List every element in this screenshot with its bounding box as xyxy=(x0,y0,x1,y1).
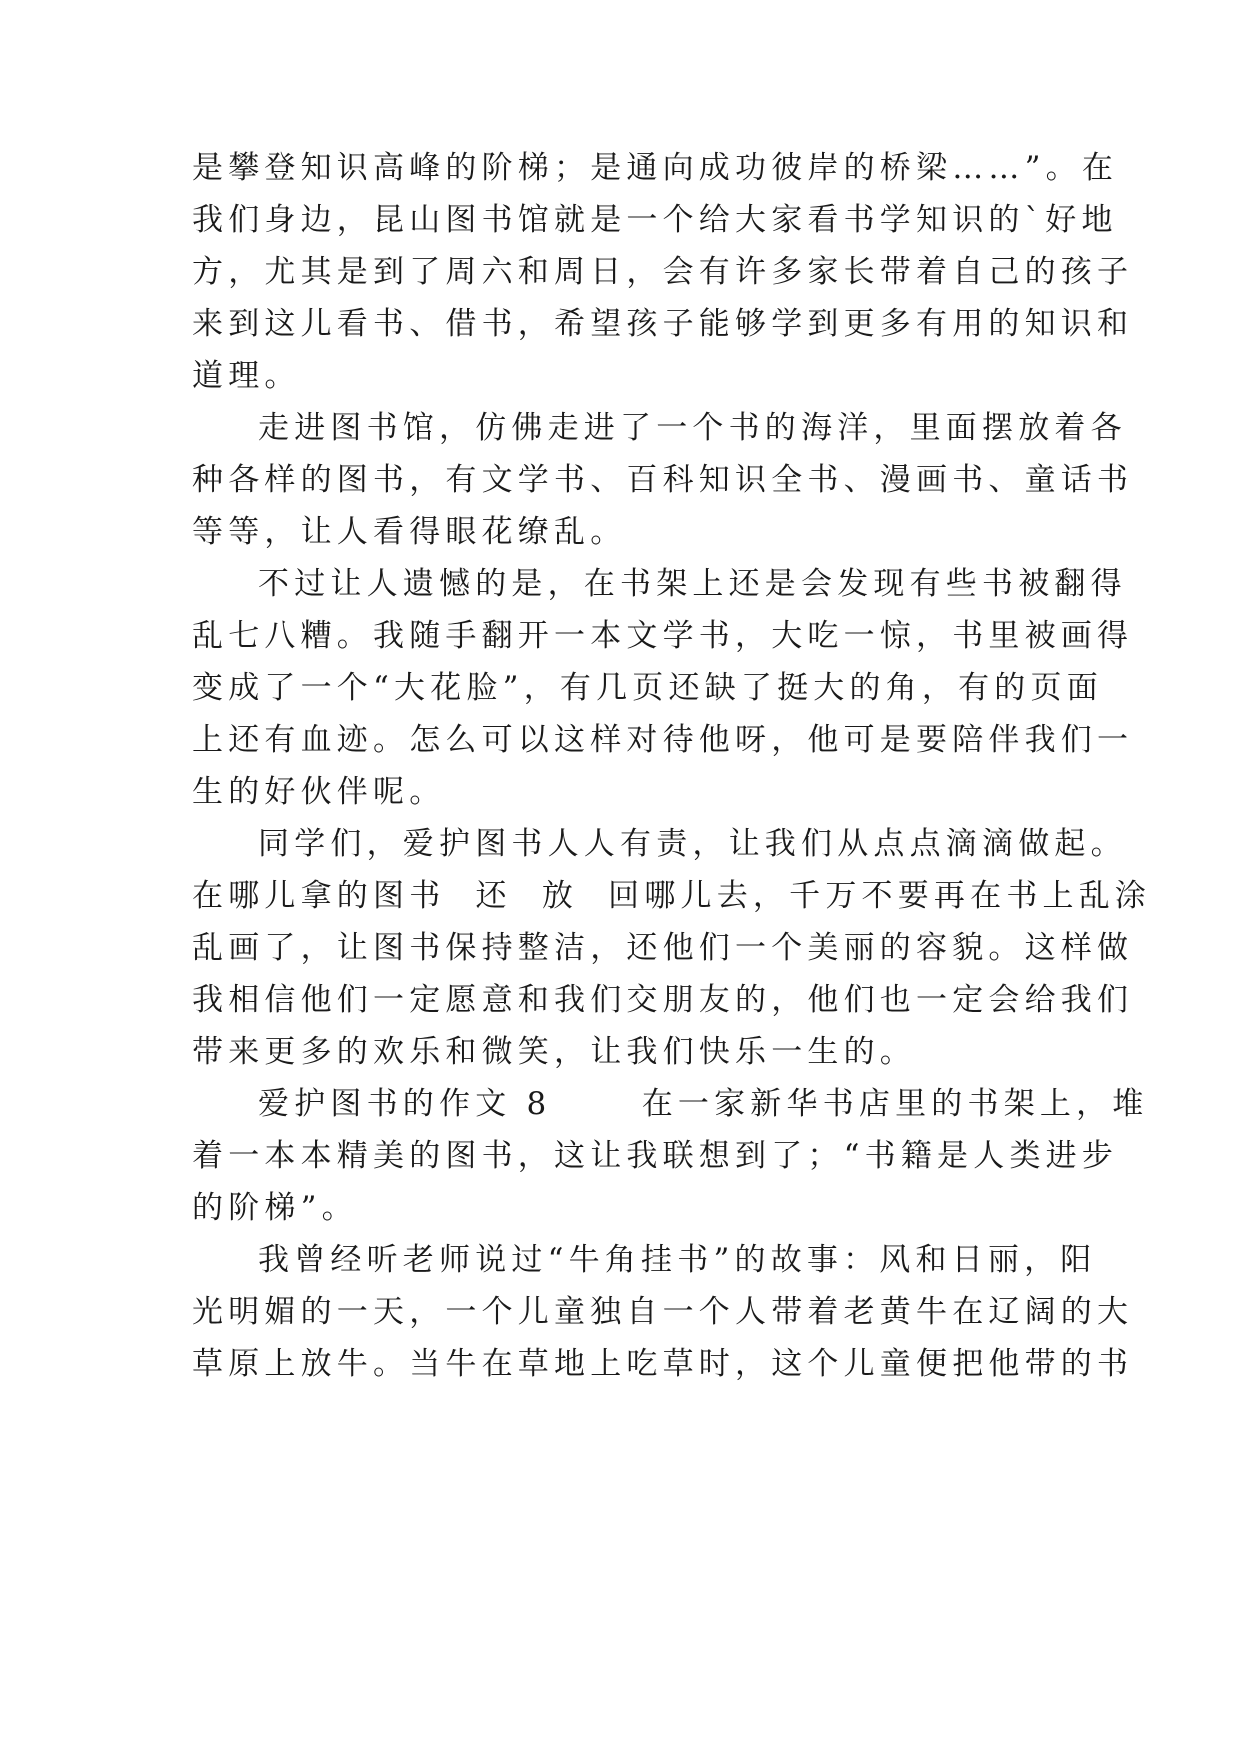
text-line: 着一本本精美的图书，这让我联想到了；“书籍是人类进步 xyxy=(192,1138,1119,1174)
text-line: 是攀登知识高峰的阶梯；是通向成功彼岸的桥梁……”。在 xyxy=(192,150,1119,186)
text-line: 等等，让人看得眼花缭乱。 xyxy=(192,514,627,550)
text-line: 我曾经听老师说过“牛角挂书”的故事：风和日丽，阳 xyxy=(258,1242,1097,1278)
text-line: 乱画了，让图书保持整洁，还他们一个美丽的容貌。这样做 xyxy=(192,930,1134,966)
text-line: 生的好伙伴呢。 xyxy=(192,774,446,810)
text-line: 光明媚的一天，一个儿童独自一个人带着老黄牛在辽阔的大 xyxy=(192,1294,1134,1330)
text-line: 的阶梯”。 xyxy=(192,1190,358,1226)
text-line: 种各样的图书，有文学书、百科知识全书、漫画书、童话书 xyxy=(192,462,1134,498)
text-line: 我们身边，昆山图书馆就是一个给大家看书学知识的`好地 xyxy=(192,202,1118,238)
text-line: 在哪儿拿的图书 还 放 回哪儿去，千万不要再在书上乱涂 xyxy=(192,878,1152,914)
text-line: 走进图书馆，仿佛走进了一个书的海洋，里面摆放着各 xyxy=(258,410,1127,446)
text-line: 同学们，爱护图书人人有责，让我们从点点滴滴做起。 xyxy=(258,826,1127,862)
text-line: 道理。 xyxy=(192,358,301,394)
text-line: 我相信他们一定愿意和我们交朋友的，他们也一定会给我们 xyxy=(192,982,1134,1018)
text-line: 不过让人遗憾的是，在书架上还是会发现有些书被翻得 xyxy=(258,566,1127,602)
text-line: 来到这儿看书、借书，希望孩子能够学到更多有用的知识和 xyxy=(192,306,1134,342)
text-line: 带来更多的欢乐和微笑，让我们快乐一生的。 xyxy=(192,1034,916,1070)
text-line: 变成了一个“大花脸”，有几页还缺了挺大的角，有的页面 xyxy=(192,670,1103,706)
text-line: 乱七八糟。我随手翻开一本文学书，大吃一惊，书里被画得 xyxy=(192,618,1134,654)
text-line: 爱护图书的作文 8 在一家新华书店里的书架上，堆 xyxy=(258,1086,1149,1122)
text-line: 上还有血迹。怎么可以这样对待他呀，他可是要陪伴我们一 xyxy=(192,722,1134,758)
text-line: 方，尤其是到了周六和周日，会有许多家长带着自己的孩子 xyxy=(192,254,1134,290)
text-line: 草原上放牛。当牛在草地上吃草时，这个儿童便把他带的书 xyxy=(192,1346,1134,1382)
